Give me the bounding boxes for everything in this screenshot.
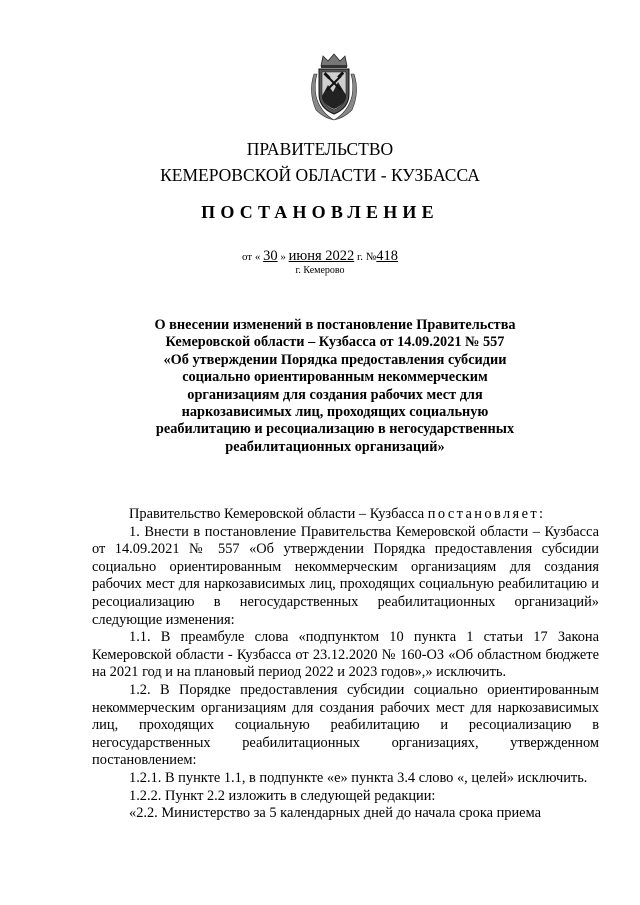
date-mid: »: [280, 251, 286, 263]
heading-line: Кемеровской области – Кузбасса от 14.09.2021 № 557: [165, 334, 505, 351]
date-day: 30: [263, 248, 278, 264]
document-body: [92, 506, 599, 823]
document-type-title: ПОСТАНОВЛЕНИЕ: [201, 202, 439, 222]
paragraph-1-2: 1.2. В Порядке предоставления субсидии социально ориентированным некоммерческим организациям для создания рабочих мест для наркозависимых лиц, проходящих социальную реабилитацию и ресоциализацию в негосударственных реабилитационных организациях, утвержденном постановлением:: [92, 681, 599, 769]
org-name-line1: ПРАВИТЕЛЬСТВО: [246, 139, 394, 159]
heading-line: «Об утверждении Порядка предоставления субсидии: [163, 351, 507, 368]
paragraph-1: 1. Внести в постановление Правительства Кемеровской области – Кузбасса от 14.09.2021 № 557 «Об утверждении Порядка предоставления субсидии социально ориентированным некоммерческим организациям для создания рабочих мест для наркозависимых лиц, проходящих социальную реабилитацию и ресоциализацию в негосударственных реабилитационных организаций» следующие изменения:: [92, 523, 599, 628]
document-place: г. Кемерово: [295, 265, 345, 276]
heading-line: организациям для создания рабочих мест для: [187, 386, 483, 403]
heading-line: реабилитационных организаций»: [225, 438, 445, 455]
kuzbass-coat-of-arms-icon: [306, 52, 362, 122]
date-month-year: июня 2022: [288, 248, 355, 264]
heading-line: наркозависимых лиц, проходящих социальную: [181, 404, 489, 421]
intro-resolves: постановляет:: [427, 506, 546, 522]
paragraph-1-2-2: 1.2.2. Пункт 2.2 изложить в следующей редакции:: [129, 787, 436, 804]
heading-line: реабилитацию и ресоциализацию в негосударственных: [155, 421, 515, 438]
intro-text: Правительство Кемеровской области – Кузбасса: [129, 506, 425, 522]
document-number: 418: [376, 248, 399, 264]
org-name-line2: КЕМЕРОВСКОЙ ОБЛАСТИ - КУЗБАССА: [160, 165, 480, 185]
document-dateline: [0, 248, 640, 265]
heading-line: О внесении изменений в постановление Правительства: [154, 317, 516, 333]
paragraph-2-2: «2.2. Министерство за 5 календарных дней до начала срока приема: [129, 805, 541, 822]
heading-line: социально ориентированным некоммерческим: [182, 369, 488, 386]
date-year-suffix: г.: [357, 251, 364, 263]
paragraph-1-1: 1.1. В преамбуле слова «подпунктом 10 пункта 1 статьи 17 Закона Кемеровской области - Кузбасса от 23.12.2020 № 160-ОЗ «Об областном бюджете на 2021 год и на плановый период 2022 и 2023 годов»,» исключить.: [92, 629, 599, 681]
intro-paragraph: [92, 506, 599, 524]
date-prefix: от «: [241, 251, 261, 263]
paragraph-1-2-1: 1.2.1. В пункте 1.1, в подпункте «е» пункта 3.4 слово «, целей» исключить.: [129, 769, 588, 786]
number-label: №: [365, 251, 377, 263]
document-heading: [135, 317, 535, 456]
